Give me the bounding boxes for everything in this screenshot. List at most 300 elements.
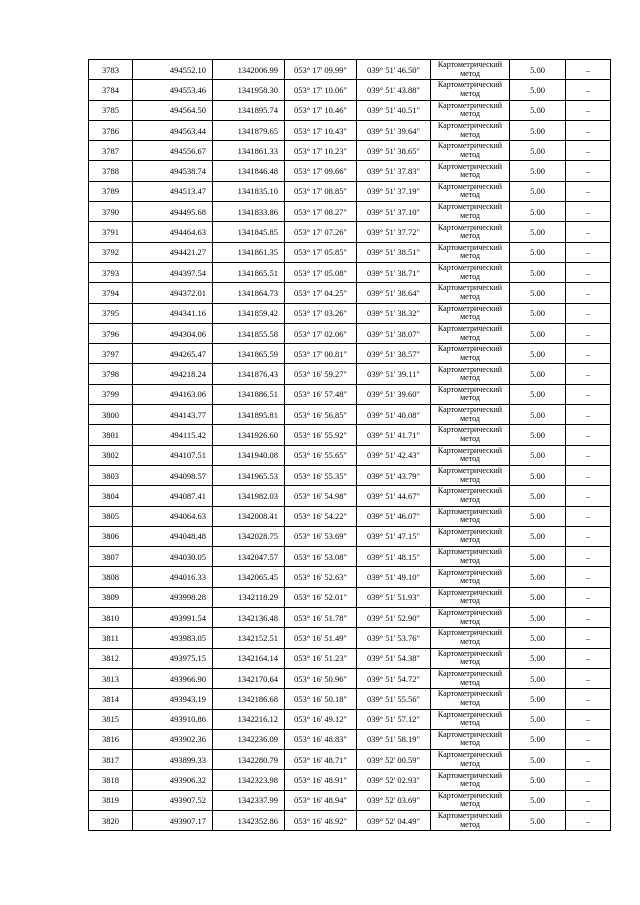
description-cell: – — [566, 790, 611, 810]
latitude-cell: 053° 17' 10.23" — [285, 141, 357, 161]
table-row — [89, 486, 611, 506]
x-coordinate-cell: 494163.06 — [133, 384, 213, 404]
table-row — [89, 262, 611, 282]
point-number-cell: 3790 — [89, 202, 133, 222]
point-number-cell: 3795 — [89, 303, 133, 323]
description-cell: – — [566, 729, 611, 749]
method-cell: Картометрический метод — [431, 242, 510, 262]
accuracy-cell: 5.00 — [510, 120, 566, 140]
latitude-cell: 053° 16' 48.91" — [285, 770, 357, 790]
y-coordinate-cell: 1341846.48 — [213, 161, 285, 181]
longitude-cell: 039° 51' 40.08" — [357, 405, 431, 425]
method-cell: Картометрический метод — [431, 120, 510, 140]
table-row — [89, 587, 611, 607]
method-cell: Картометрический метод — [431, 100, 510, 120]
longitude-cell: 039° 51' 37.83" — [357, 161, 431, 181]
x-coordinate-cell: 494030.05 — [133, 547, 213, 567]
method-cell: Картометрический метод — [431, 364, 510, 384]
latitude-cell: 053° 17' 07.26" — [285, 222, 357, 242]
longitude-cell: 039° 51' 37.10" — [357, 202, 431, 222]
x-coordinate-cell: 493907.17 — [133, 810, 213, 830]
method-cell: Картометрический метод — [431, 628, 510, 648]
x-coordinate-cell: 493991.54 — [133, 608, 213, 628]
y-coordinate-cell: 1341855.58 — [213, 323, 285, 343]
accuracy-cell: 5.00 — [510, 242, 566, 262]
table-row — [89, 283, 611, 303]
accuracy-cell: 5.00 — [510, 262, 566, 282]
y-coordinate-cell: 1341833.86 — [213, 202, 285, 222]
latitude-cell: 053° 16' 51.23" — [285, 648, 357, 668]
longitude-cell: 039° 51' 53.76" — [357, 628, 431, 648]
method-cell: Картометрический метод — [431, 547, 510, 567]
description-cell: – — [566, 344, 611, 364]
method-cell: Картометрический метод — [431, 526, 510, 546]
longitude-cell: 039° 51' 49.10" — [357, 567, 431, 587]
table-row — [89, 323, 611, 343]
point-number-cell: 3810 — [89, 608, 133, 628]
y-coordinate-cell: 1341895.74 — [213, 100, 285, 120]
table-row — [89, 810, 611, 830]
table-row — [89, 181, 611, 201]
x-coordinate-cell: 493966.90 — [133, 668, 213, 688]
table-row — [89, 80, 611, 100]
latitude-cell: 053° 17' 05.85" — [285, 242, 357, 262]
table-row — [89, 100, 611, 120]
description-cell: – — [566, 141, 611, 161]
point-number-cell: 3787 — [89, 141, 133, 161]
table-row — [89, 161, 611, 181]
method-cell: Картометрический метод — [431, 303, 510, 323]
accuracy-cell: 5.00 — [510, 202, 566, 222]
description-cell: – — [566, 750, 611, 770]
accuracy-cell: 5.00 — [510, 222, 566, 242]
table-row — [89, 465, 611, 485]
y-coordinate-cell: 1342352.86 — [213, 810, 285, 830]
description-cell: – — [566, 202, 611, 222]
x-coordinate-cell: 494553.46 — [133, 80, 213, 100]
point-number-cell: 3783 — [89, 60, 133, 80]
description-cell: – — [566, 526, 611, 546]
longitude-cell: 039° 52' 03.69" — [357, 790, 431, 810]
x-coordinate-cell: 494064.63 — [133, 506, 213, 526]
point-number-cell: 3815 — [89, 709, 133, 729]
table-row — [89, 445, 611, 465]
y-coordinate-cell: 1342047.57 — [213, 547, 285, 567]
point-number-cell: 3797 — [89, 344, 133, 364]
latitude-cell: 053° 16' 57.48" — [285, 384, 357, 404]
accuracy-cell: 5.00 — [510, 729, 566, 749]
longitude-cell: 039° 51' 43.79" — [357, 465, 431, 485]
accuracy-cell: 5.00 — [510, 750, 566, 770]
point-number-cell: 3800 — [89, 405, 133, 425]
y-coordinate-cell: 1342280.79 — [213, 750, 285, 770]
point-number-cell: 3818 — [89, 770, 133, 790]
method-cell: Картометрический метод — [431, 425, 510, 445]
y-coordinate-cell: 1341926.60 — [213, 425, 285, 445]
latitude-cell: 053° 16' 52.63" — [285, 567, 357, 587]
accuracy-cell: 5.00 — [510, 668, 566, 688]
accuracy-cell: 5.00 — [510, 405, 566, 425]
method-cell: Картометрический метод — [431, 668, 510, 688]
longitude-cell: 039° 51' 48.15" — [357, 547, 431, 567]
x-coordinate-cell: 494048.48 — [133, 526, 213, 546]
x-coordinate-cell: 493943.19 — [133, 689, 213, 709]
latitude-cell: 053° 16' 53.08" — [285, 547, 357, 567]
latitude-cell: 053° 16' 53.69" — [285, 526, 357, 546]
table-row — [89, 60, 611, 80]
point-number-cell: 3816 — [89, 729, 133, 749]
x-coordinate-cell: 494538.74 — [133, 161, 213, 181]
method-cell: Картометрический метод — [431, 181, 510, 201]
latitude-cell: 053° 17' 02.06" — [285, 323, 357, 343]
accuracy-cell: 5.00 — [510, 161, 566, 181]
longitude-cell: 039° 51' 46.07" — [357, 506, 431, 526]
longitude-cell: 039° 51' 38.57" — [357, 344, 431, 364]
table-row — [89, 222, 611, 242]
description-cell: – — [566, 486, 611, 506]
description-cell: – — [566, 425, 611, 445]
point-number-cell: 3809 — [89, 587, 133, 607]
accuracy-cell: 5.00 — [510, 648, 566, 668]
description-cell: – — [566, 242, 611, 262]
point-number-cell: 3802 — [89, 445, 133, 465]
accuracy-cell: 5.00 — [510, 608, 566, 628]
longitude-cell: 039° 51' 54.72" — [357, 668, 431, 688]
table-row — [89, 384, 611, 404]
y-coordinate-cell: 1341958.30 — [213, 80, 285, 100]
table-row — [89, 141, 611, 161]
latitude-cell: 053° 16' 55.92" — [285, 425, 357, 445]
y-coordinate-cell: 1341876.43 — [213, 364, 285, 384]
latitude-cell: 053° 16' 48.94" — [285, 790, 357, 810]
y-coordinate-cell: 1341886.51 — [213, 384, 285, 404]
accuracy-cell: 5.00 — [510, 364, 566, 384]
method-cell: Картометрический метод — [431, 486, 510, 506]
accuracy-cell: 5.00 — [510, 445, 566, 465]
latitude-cell: 053° 16' 48.92" — [285, 810, 357, 830]
longitude-cell: 039° 51' 44.67" — [357, 486, 431, 506]
longitude-cell: 039° 51' 37.19" — [357, 181, 431, 201]
point-number-cell: 3799 — [89, 384, 133, 404]
accuracy-cell: 5.00 — [510, 628, 566, 648]
accuracy-cell: 5.00 — [510, 181, 566, 201]
x-coordinate-cell: 493907.52 — [133, 790, 213, 810]
table-row — [89, 628, 611, 648]
y-coordinate-cell: 1342028.75 — [213, 526, 285, 546]
description-cell: – — [566, 668, 611, 688]
longitude-cell: 039° 51' 37.72" — [357, 222, 431, 242]
description-cell: – — [566, 262, 611, 282]
longitude-cell: 039° 51' 46.50" — [357, 60, 431, 80]
description-cell: – — [566, 648, 611, 668]
accuracy-cell: 5.00 — [510, 425, 566, 445]
longitude-cell: 039° 51' 38.64" — [357, 283, 431, 303]
longitude-cell: 039° 51' 57.12" — [357, 709, 431, 729]
accuracy-cell: 5.00 — [510, 465, 566, 485]
y-coordinate-cell: 1342006.99 — [213, 60, 285, 80]
method-cell: Картометрический метод — [431, 770, 510, 790]
accuracy-cell: 5.00 — [510, 141, 566, 161]
longitude-cell: 039° 51' 41.71" — [357, 425, 431, 445]
table-row — [89, 770, 611, 790]
latitude-cell: 053° 17' 10.06" — [285, 80, 357, 100]
y-coordinate-cell: 1341859.42 — [213, 303, 285, 323]
point-number-cell: 3785 — [89, 100, 133, 120]
method-cell: Картометрический метод — [431, 222, 510, 242]
method-cell: Картометрический метод — [431, 262, 510, 282]
table-row — [89, 120, 611, 140]
latitude-cell: 053° 17' 10.43" — [285, 120, 357, 140]
point-number-cell: 3804 — [89, 486, 133, 506]
latitude-cell: 053° 16' 52.01" — [285, 587, 357, 607]
description-cell: – — [566, 547, 611, 567]
x-coordinate-cell: 493983.05 — [133, 628, 213, 648]
table-row — [89, 202, 611, 222]
latitude-cell: 053° 17' 09.66" — [285, 161, 357, 181]
latitude-cell: 053° 16' 59.27" — [285, 364, 357, 384]
point-number-cell: 3784 — [89, 80, 133, 100]
method-cell: Картометрический метод — [431, 587, 510, 607]
table-row — [89, 608, 611, 628]
point-number-cell: 3786 — [89, 120, 133, 140]
description-cell: – — [566, 80, 611, 100]
description-cell: – — [566, 506, 611, 526]
description-cell: – — [566, 405, 611, 425]
point-number-cell: 3805 — [89, 506, 133, 526]
point-number-cell: 3789 — [89, 181, 133, 201]
method-cell: Картометрический метод — [431, 202, 510, 222]
method-cell: Картометрический метод — [431, 465, 510, 485]
y-coordinate-cell: 1342136.48 — [213, 608, 285, 628]
x-coordinate-cell: 494304.06 — [133, 323, 213, 343]
y-coordinate-cell: 1342186.68 — [213, 689, 285, 709]
longitude-cell: 039° 51' 38.32" — [357, 303, 431, 323]
longitude-cell: 039° 51' 42.43" — [357, 445, 431, 465]
x-coordinate-cell: 494143.77 — [133, 405, 213, 425]
longitude-cell: 039° 51' 58.19" — [357, 729, 431, 749]
method-cell: Картометрический метод — [431, 80, 510, 100]
latitude-cell: 053° 17' 08.85" — [285, 181, 357, 201]
description-cell: – — [566, 222, 611, 242]
x-coordinate-cell: 494464.63 — [133, 222, 213, 242]
description-cell: – — [566, 100, 611, 120]
table-row — [89, 709, 611, 729]
latitude-cell: 053° 16' 56.85" — [285, 405, 357, 425]
accuracy-cell: 5.00 — [510, 547, 566, 567]
y-coordinate-cell: 1341879.65 — [213, 120, 285, 140]
coordinates-table-body — [89, 60, 611, 831]
method-cell: Картометрический метод — [431, 810, 510, 830]
x-coordinate-cell: 494218.24 — [133, 364, 213, 384]
method-cell: Картометрический метод — [431, 750, 510, 770]
description-cell: – — [566, 770, 611, 790]
table-row — [89, 750, 611, 770]
x-coordinate-cell: 494564.50 — [133, 100, 213, 120]
y-coordinate-cell: 1342118.29 — [213, 587, 285, 607]
y-coordinate-cell: 1342065.45 — [213, 567, 285, 587]
point-number-cell: 3811 — [89, 628, 133, 648]
x-coordinate-cell: 494098.57 — [133, 465, 213, 485]
longitude-cell: 039° 51' 38.65" — [357, 141, 431, 161]
table-row — [89, 344, 611, 364]
method-cell: Картометрический метод — [431, 445, 510, 465]
point-number-cell: 3792 — [89, 242, 133, 262]
x-coordinate-cell: 494115.42 — [133, 425, 213, 445]
latitude-cell: 053° 17' 03.26" — [285, 303, 357, 323]
accuracy-cell: 5.00 — [510, 344, 566, 364]
x-coordinate-cell: 494513.47 — [133, 181, 213, 201]
description-cell: – — [566, 120, 611, 140]
x-coordinate-cell: 494107.51 — [133, 445, 213, 465]
accuracy-cell: 5.00 — [510, 567, 566, 587]
x-coordinate-cell: 493899.33 — [133, 750, 213, 770]
x-coordinate-cell: 494372.01 — [133, 283, 213, 303]
latitude-cell: 053° 16' 55.65" — [285, 445, 357, 465]
latitude-cell: 053° 17' 00.81" — [285, 344, 357, 364]
y-coordinate-cell: 1342164.14 — [213, 648, 285, 668]
x-coordinate-cell: 494495.68 — [133, 202, 213, 222]
x-coordinate-cell: 494552.10 — [133, 60, 213, 80]
method-cell: Картометрический метод — [431, 141, 510, 161]
description-cell: – — [566, 810, 611, 830]
method-cell: Картометрический метод — [431, 283, 510, 303]
y-coordinate-cell: 1341940.08 — [213, 445, 285, 465]
y-coordinate-cell: 1341865.59 — [213, 344, 285, 364]
x-coordinate-cell: 494265.47 — [133, 344, 213, 364]
y-coordinate-cell: 1342152.51 — [213, 628, 285, 648]
longitude-cell: 039° 51' 38.07" — [357, 323, 431, 343]
latitude-cell: 053° 16' 49.12" — [285, 709, 357, 729]
accuracy-cell: 5.00 — [510, 587, 566, 607]
method-cell: Картометрический метод — [431, 323, 510, 343]
accuracy-cell: 5.00 — [510, 689, 566, 709]
x-coordinate-cell: 493902.36 — [133, 729, 213, 749]
latitude-cell: 053° 16' 50.18" — [285, 689, 357, 709]
accuracy-cell: 5.00 — [510, 790, 566, 810]
latitude-cell: 053° 16' 54.98" — [285, 486, 357, 506]
longitude-cell: 039° 52' 00.59" — [357, 750, 431, 770]
x-coordinate-cell: 494421.27 — [133, 242, 213, 262]
y-coordinate-cell: 1342216.12 — [213, 709, 285, 729]
longitude-cell: 039° 51' 39.60" — [357, 384, 431, 404]
y-coordinate-cell: 1342337.99 — [213, 790, 285, 810]
latitude-cell: 053° 16' 48.83" — [285, 729, 357, 749]
longitude-cell: 039° 51' 38.51" — [357, 242, 431, 262]
point-number-cell: 3796 — [89, 323, 133, 343]
accuracy-cell: 5.00 — [510, 100, 566, 120]
y-coordinate-cell: 1342236.09 — [213, 729, 285, 749]
description-cell: – — [566, 587, 611, 607]
table-row — [89, 526, 611, 546]
point-number-cell: 3791 — [89, 222, 133, 242]
accuracy-cell: 5.00 — [510, 60, 566, 80]
method-cell: Картометрический метод — [431, 567, 510, 587]
table-row — [89, 729, 611, 749]
table-row — [89, 668, 611, 688]
y-coordinate-cell: 1341865.51 — [213, 262, 285, 282]
method-cell: Картометрический метод — [431, 506, 510, 526]
method-cell: Картометрический метод — [431, 790, 510, 810]
longitude-cell: 039° 51' 52.90" — [357, 608, 431, 628]
y-coordinate-cell: 1341982.03 — [213, 486, 285, 506]
description-cell: – — [566, 60, 611, 80]
point-number-cell: 3812 — [89, 648, 133, 668]
table-row — [89, 506, 611, 526]
latitude-cell: 053° 17' 09.99" — [285, 60, 357, 80]
method-cell: Картометрический метод — [431, 729, 510, 749]
longitude-cell: 039° 51' 54.38" — [357, 648, 431, 668]
latitude-cell: 053° 17' 04.25" — [285, 283, 357, 303]
y-coordinate-cell: 1341861.33 — [213, 141, 285, 161]
table-row — [89, 547, 611, 567]
latitude-cell: 053° 17' 10.46" — [285, 100, 357, 120]
table-row — [89, 364, 611, 384]
longitude-cell: 039° 51' 40.51" — [357, 100, 431, 120]
table-row — [89, 567, 611, 587]
longitude-cell: 039° 51' 43.88" — [357, 80, 431, 100]
latitude-cell: 053° 16' 54.22" — [285, 506, 357, 526]
y-coordinate-cell: 1341965.53 — [213, 465, 285, 485]
method-cell: Картометрический метод — [431, 161, 510, 181]
x-coordinate-cell: 493998.28 — [133, 587, 213, 607]
description-cell: – — [566, 608, 611, 628]
latitude-cell: 053° 16' 50.96" — [285, 668, 357, 688]
latitude-cell: 053° 16' 51.49" — [285, 628, 357, 648]
point-number-cell: 3814 — [89, 689, 133, 709]
latitude-cell: 053° 16' 51.78" — [285, 608, 357, 628]
description-cell: – — [566, 303, 611, 323]
description-cell: – — [566, 689, 611, 709]
point-number-cell: 3793 — [89, 262, 133, 282]
longitude-cell: 039° 51' 51.93" — [357, 587, 431, 607]
description-cell: – — [566, 181, 611, 201]
method-cell: Картометрический метод — [431, 709, 510, 729]
description-cell: – — [566, 709, 611, 729]
accuracy-cell: 5.00 — [510, 283, 566, 303]
point-number-cell: 3806 — [89, 526, 133, 546]
latitude-cell: 053° 16' 48.71" — [285, 750, 357, 770]
method-cell: Картометрический метод — [431, 344, 510, 364]
table-row — [89, 405, 611, 425]
description-cell: – — [566, 384, 611, 404]
y-coordinate-cell: 1342323.98 — [213, 770, 285, 790]
description-cell: – — [566, 364, 611, 384]
y-coordinate-cell: 1341861.35 — [213, 242, 285, 262]
accuracy-cell: 5.00 — [510, 810, 566, 830]
description-cell: – — [566, 628, 611, 648]
method-cell: Картометрический метод — [431, 405, 510, 425]
accuracy-cell: 5.00 — [510, 506, 566, 526]
point-number-cell: 3803 — [89, 465, 133, 485]
point-number-cell: 3817 — [89, 750, 133, 770]
description-cell: – — [566, 445, 611, 465]
x-coordinate-cell: 493975.15 — [133, 648, 213, 668]
longitude-cell: 039° 52' 04.49" — [357, 810, 431, 830]
accuracy-cell: 5.00 — [510, 709, 566, 729]
point-number-cell: 3819 — [89, 790, 133, 810]
x-coordinate-cell: 494563.44 — [133, 120, 213, 140]
x-coordinate-cell: 494556.67 — [133, 141, 213, 161]
longitude-cell: 039° 52' 02.93" — [357, 770, 431, 790]
y-coordinate-cell: 1341835.10 — [213, 181, 285, 201]
accuracy-cell: 5.00 — [510, 303, 566, 323]
x-coordinate-cell: 494016.33 — [133, 567, 213, 587]
method-cell: Картометрический метод — [431, 608, 510, 628]
longitude-cell: 039° 51' 55.56" — [357, 689, 431, 709]
longitude-cell: 039° 51' 39.64" — [357, 120, 431, 140]
x-coordinate-cell: 494397.54 — [133, 262, 213, 282]
description-cell: – — [566, 465, 611, 485]
